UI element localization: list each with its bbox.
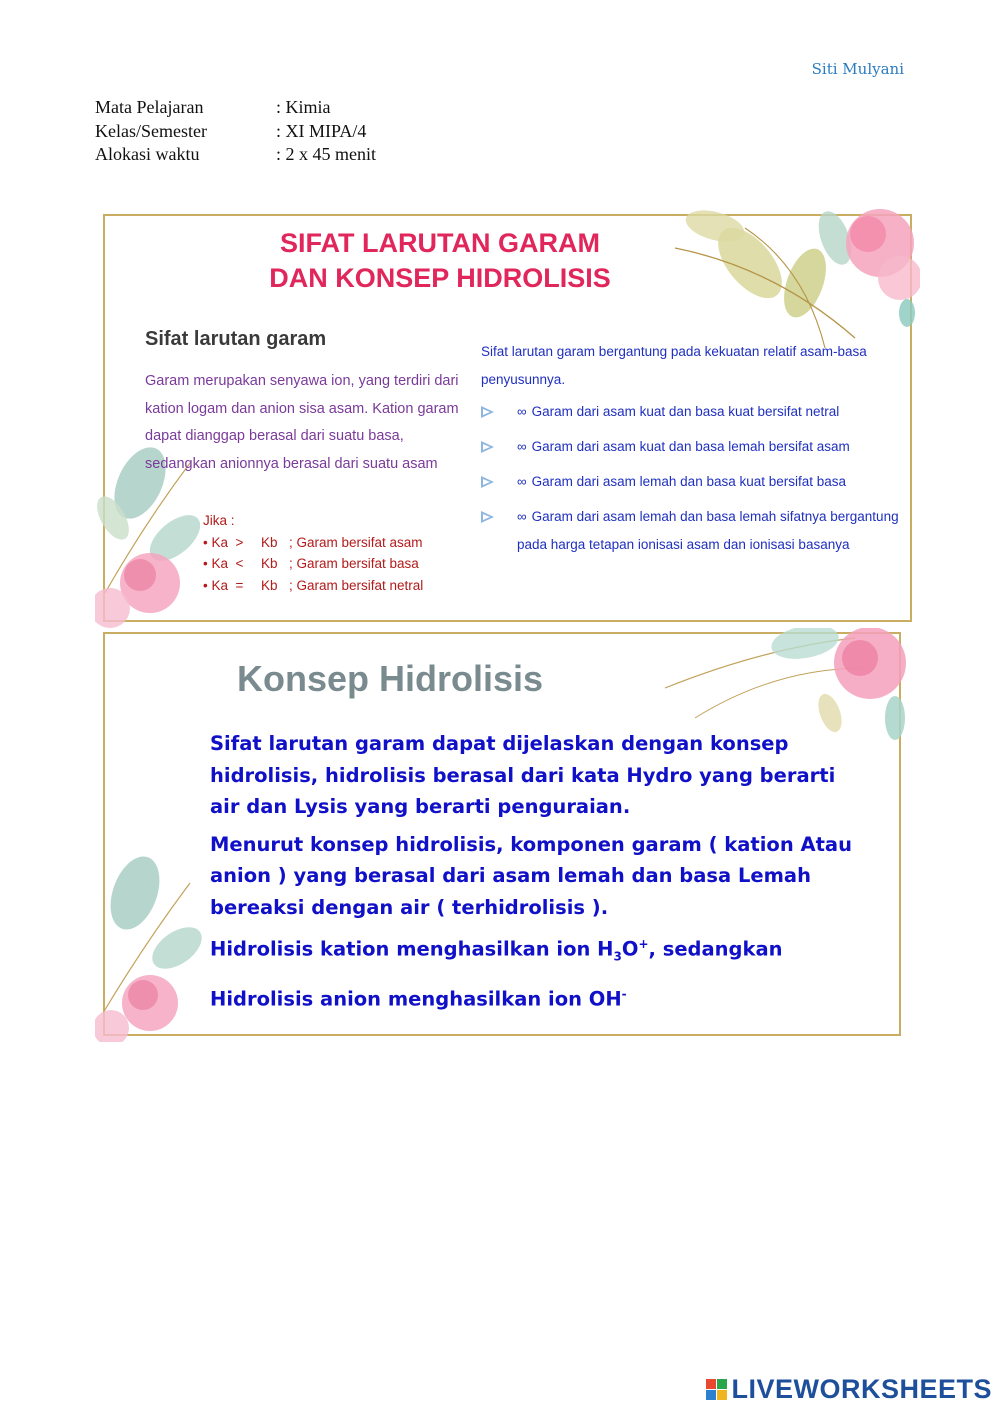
intro-text: Sifat larutan garam bergantung pada kekuatan relatif asam-basa penyusunnya. <box>481 344 867 387</box>
salt-property-list <box>481 398 906 566</box>
text: O <box>621 937 639 961</box>
list-item <box>481 503 906 559</box>
liveworksheets-logo[interactable] <box>706 1374 992 1405</box>
subscript: 3 <box>613 949 622 964</box>
rule-row <box>203 532 423 554</box>
triangle-bullet-icon <box>481 406 494 418</box>
ka-label: • Ka <box>203 577 228 593</box>
text: Hidrolisis kation menghasilkan ion H <box>210 937 614 961</box>
operator: = <box>235 577 244 593</box>
lesson-meta <box>95 96 376 167</box>
meta-value: : Kimia <box>276 97 331 117</box>
meta-row <box>95 96 376 120</box>
list-item <box>481 398 906 426</box>
infinity-symbol: ∞ <box>517 439 527 454</box>
list-item <box>481 433 906 461</box>
operator: > <box>235 534 244 550</box>
brand-name: LIVEWORKSHEETS <box>731 1374 992 1404</box>
rule-row <box>203 575 423 597</box>
kb-label: Kb <box>261 577 278 593</box>
brand-logo-icon <box>706 1379 727 1400</box>
infinity-symbol: ∞ <box>517 474 527 489</box>
author-name: Siti Mulyani <box>811 60 904 78</box>
rule-ka <box>203 532 261 554</box>
text: , sedangkan <box>648 937 783 961</box>
section-heading: Sifat larutan garam <box>145 328 327 350</box>
operator: < <box>235 556 244 571</box>
triangle-bullet-icon <box>481 441 494 453</box>
list-item-text: Garam dari asam kuat dan basa lemah bersifat asam <box>531 439 850 454</box>
title-line: SIFAT LARUTAN GARAM <box>280 228 600 258</box>
slide-konsep-hidrolisis <box>95 628 910 1042</box>
meta-row <box>95 143 376 167</box>
ka-label: • Ka <box>203 534 228 550</box>
title-line: DAN KONSEP HIDROLISIS <box>269 263 611 293</box>
superscript: + <box>638 937 649 951</box>
kb-label: Kb <box>261 556 278 571</box>
slide-sifat-larutan-garam <box>95 208 920 630</box>
rule-description: ; Garam bersifat asam <box>289 534 423 550</box>
hydrolysis-body <box>210 728 870 1021</box>
jika-label: Jika : <box>203 513 235 528</box>
paragraph <box>210 929 870 973</box>
meta-key: Mata Pelajaran <box>95 97 204 117</box>
meta-value: : 2 x 45 menit <box>276 144 376 164</box>
list-item-text: Garam dari asam kuat dan basa kuat bersifat netral <box>531 404 840 419</box>
infinity-symbol: ∞ <box>517 509 527 524</box>
superscript: - <box>621 986 627 1001</box>
paragraph <box>210 979 870 1015</box>
list-item-text: Garam dari asam lemah dan basa kuat bersifat basa <box>531 474 847 489</box>
rule-row <box>203 553 423 575</box>
list-item-text: Garam dari asam lemah dan basa lemah sifatnya bergantung pada harga tetapan ionisasi asam dan ionisasi basanya <box>517 509 899 552</box>
meta-value: : XI MIPA/4 <box>276 120 367 141</box>
kb-label: Kb <box>261 534 278 550</box>
paragraph: Menurut konsep hidrolisis, komponen garam ( kation Atau anion ) yang berasal dari asam lemah dan basa Lemah bereaksi dengan air ( terhidrolisis ). <box>210 832 852 919</box>
slide-title: Konsep Hidrolisis <box>237 658 544 699</box>
meta-key: Kelas/Semester <box>95 120 207 141</box>
infinity-symbol: ∞ <box>517 404 527 419</box>
text: Hidrolisis anion menghasilkan ion OH <box>210 987 622 1011</box>
floral-decoration-icon <box>95 853 205 1042</box>
definition-paragraph: Garam merupakan senyawa ion, yang terdiri dari kation logam dan anion sisa asam. Kation garam dapat dianggap berasal dari suatu basa, sedangkan anionnya berasal dari suatu asam <box>145 373 459 472</box>
list-item <box>481 468 906 496</box>
rule-description: ; Garam bersifat basa <box>289 556 419 571</box>
paragraph: Sifat larutan garam dapat dijelaskan dengan konsep hidrolisis, hidrolisis berasal dari kata Hydro yang berarti air dan Lysis yang berarti penguraian. <box>210 732 836 818</box>
triangle-bullet-icon <box>481 511 494 523</box>
rule-description: ; Garam bersifat netral <box>289 577 424 593</box>
rule-ka <box>203 575 261 597</box>
meta-key: Alokasi waktu <box>95 144 200 164</box>
triangle-bullet-icon <box>481 476 494 488</box>
ka-kb-rules <box>203 510 423 596</box>
rule-ka <box>203 553 261 575</box>
ka-label: • Ka <box>203 556 228 571</box>
meta-row <box>95 120 376 144</box>
slide-title <box>95 226 785 296</box>
